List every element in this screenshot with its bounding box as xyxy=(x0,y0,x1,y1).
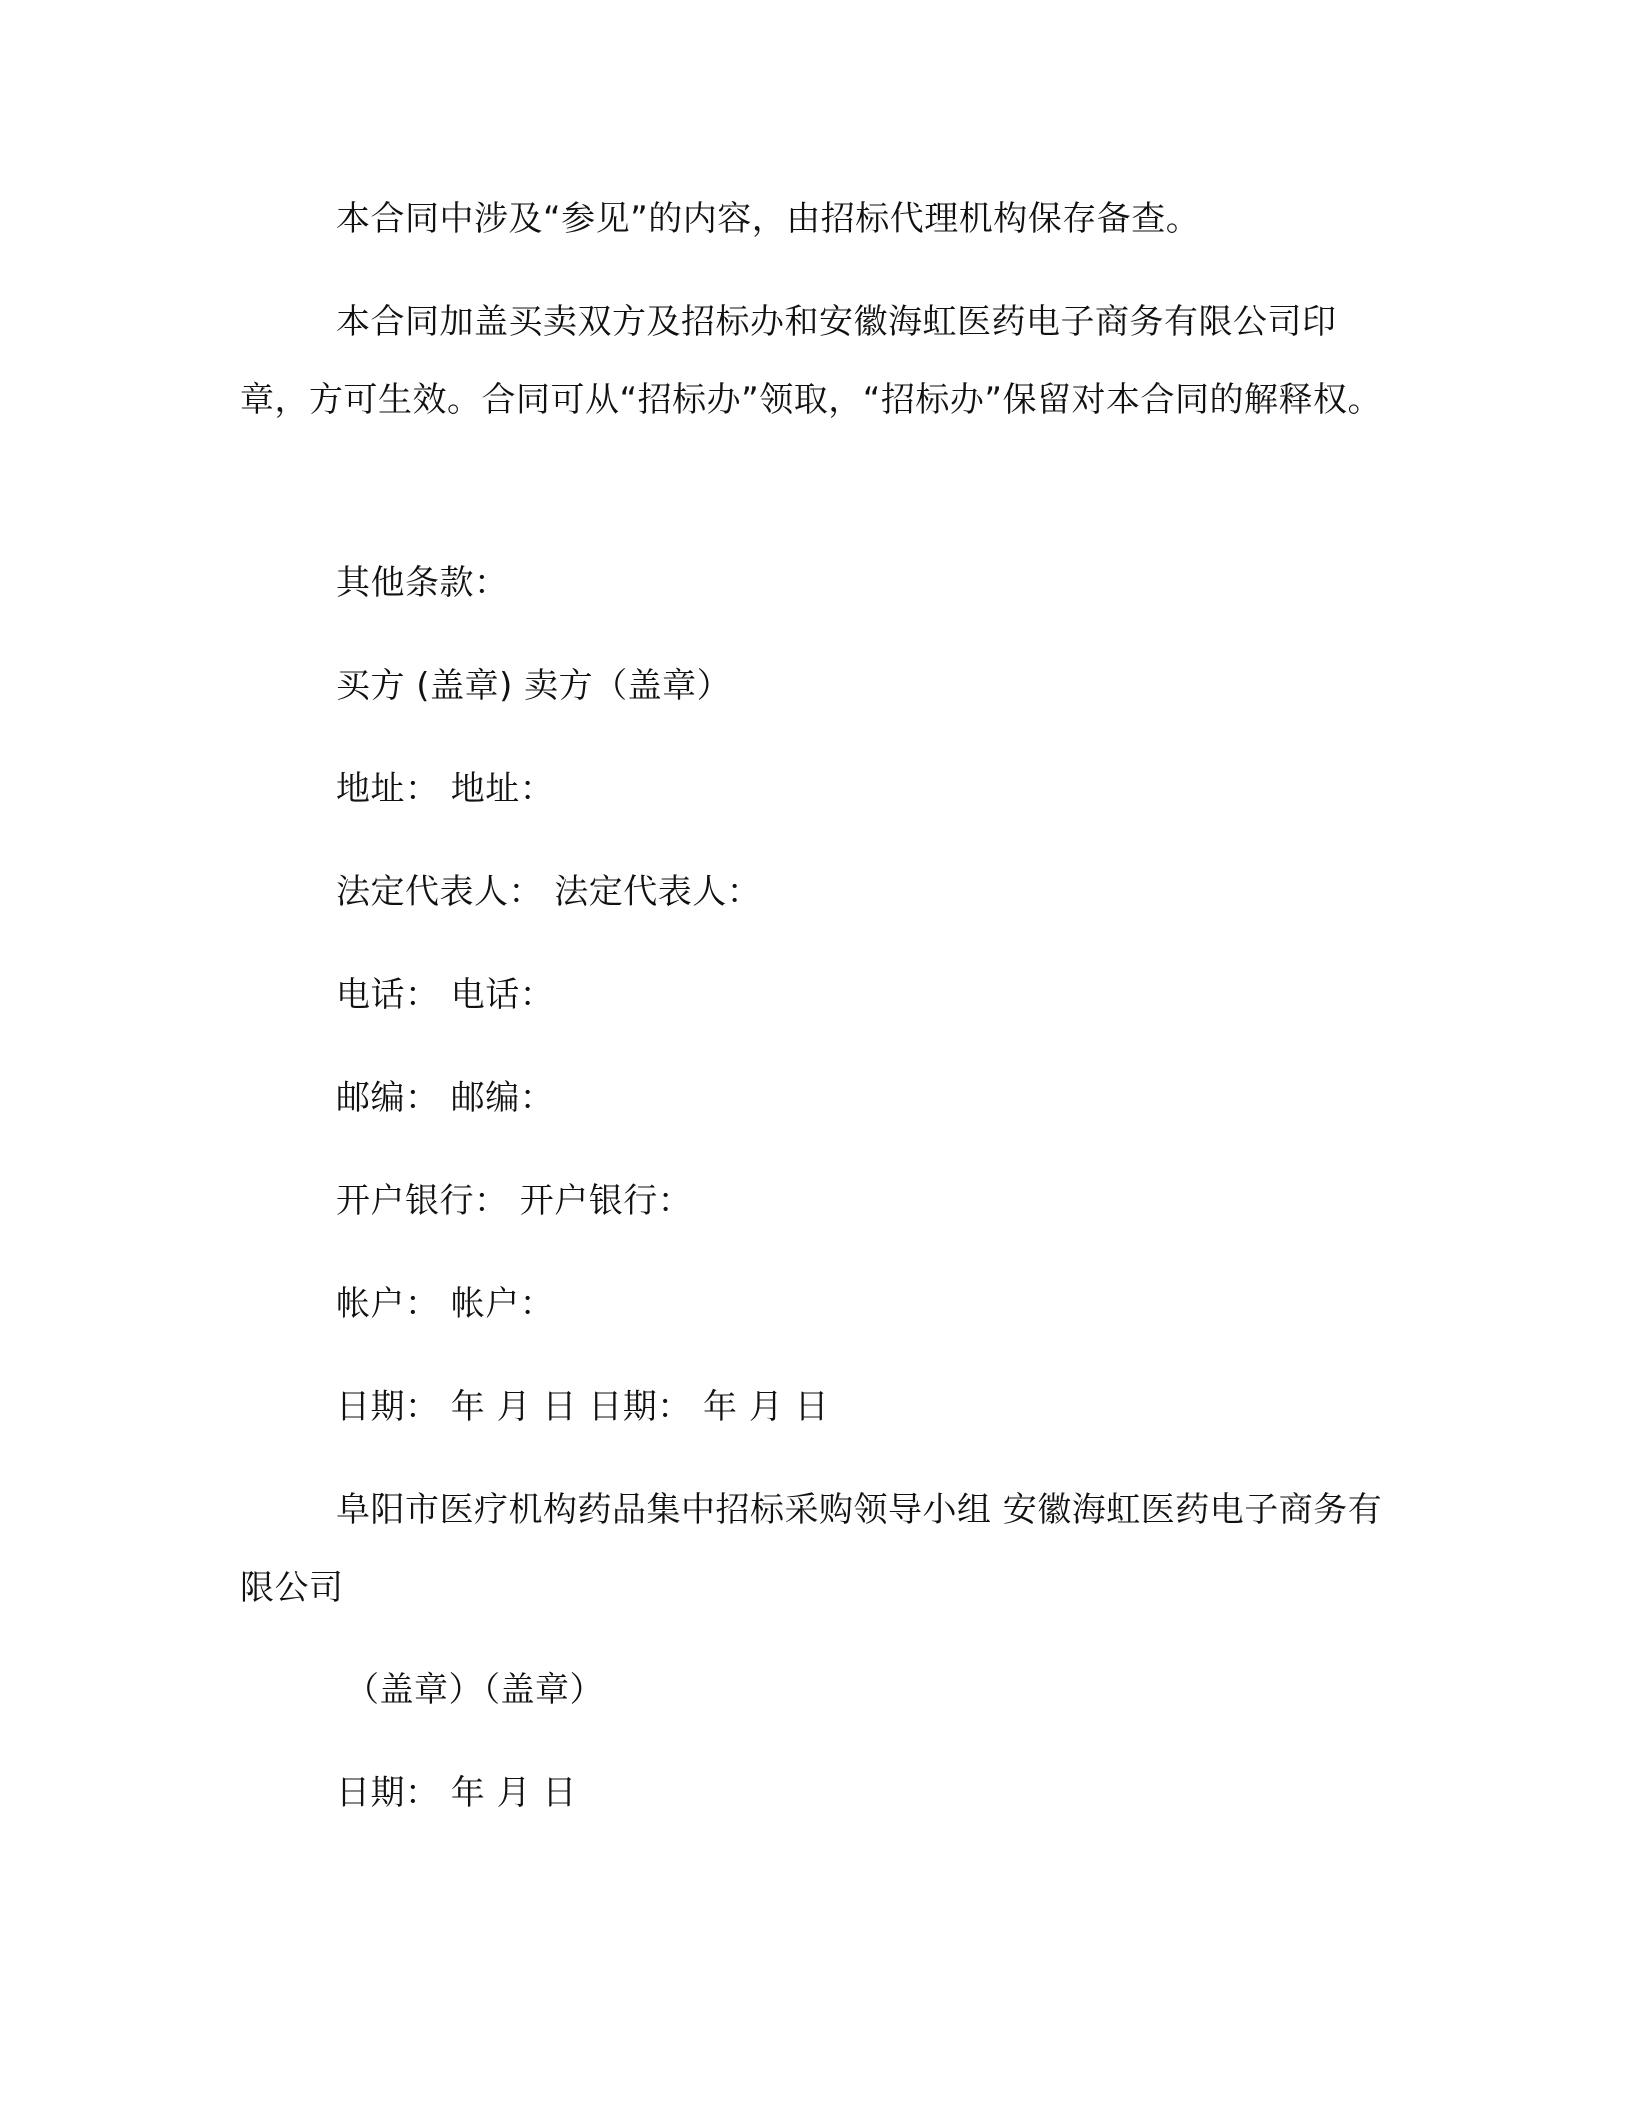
paragraph-postal-code: 邮编： 邮编： xyxy=(336,1078,555,1118)
paragraph-reference-note: 本合同中涉及“参见”的内容，由招标代理机构保存备查。 xyxy=(336,199,1201,239)
paragraph-account: 帐户： 帐户： xyxy=(336,1284,555,1324)
paragraph-seal-validity: 本合同加盖买卖双方及招标办和安徽海虹医药电子商务有限公司印章，方可生效。合同可从“招标办”领取，“招标办”保留对本合同的解释权。 xyxy=(240,302,1382,420)
paragraph-seals: （盖章）（盖章） xyxy=(345,1670,604,1710)
paragraph-bank: 开户银行： 开户银行： xyxy=(336,1181,693,1221)
paragraph-phone: 电话： 电话： xyxy=(336,975,555,1015)
paragraph-final-date: 日期： 年 月 日 xyxy=(336,1773,577,1813)
paragraph-dates: 日期： 年 月 日 日期： 年 月 日 xyxy=(336,1387,830,1427)
paragraph-address: 地址： 地址： xyxy=(336,769,555,809)
paragraph-organizations: 阜阳市医疗机构药品集中招标采购领导小组 安徽海虹医药电子商务有限公司 xyxy=(240,1490,1383,1608)
paragraph-other-terms: 其他条款： xyxy=(336,563,509,603)
paragraph-legal-representative: 法定代表人： 法定代表人： xyxy=(336,872,762,912)
paragraph-buyer-seller-seal: 买方 (盖章) 卖方（盖章） xyxy=(336,666,732,706)
